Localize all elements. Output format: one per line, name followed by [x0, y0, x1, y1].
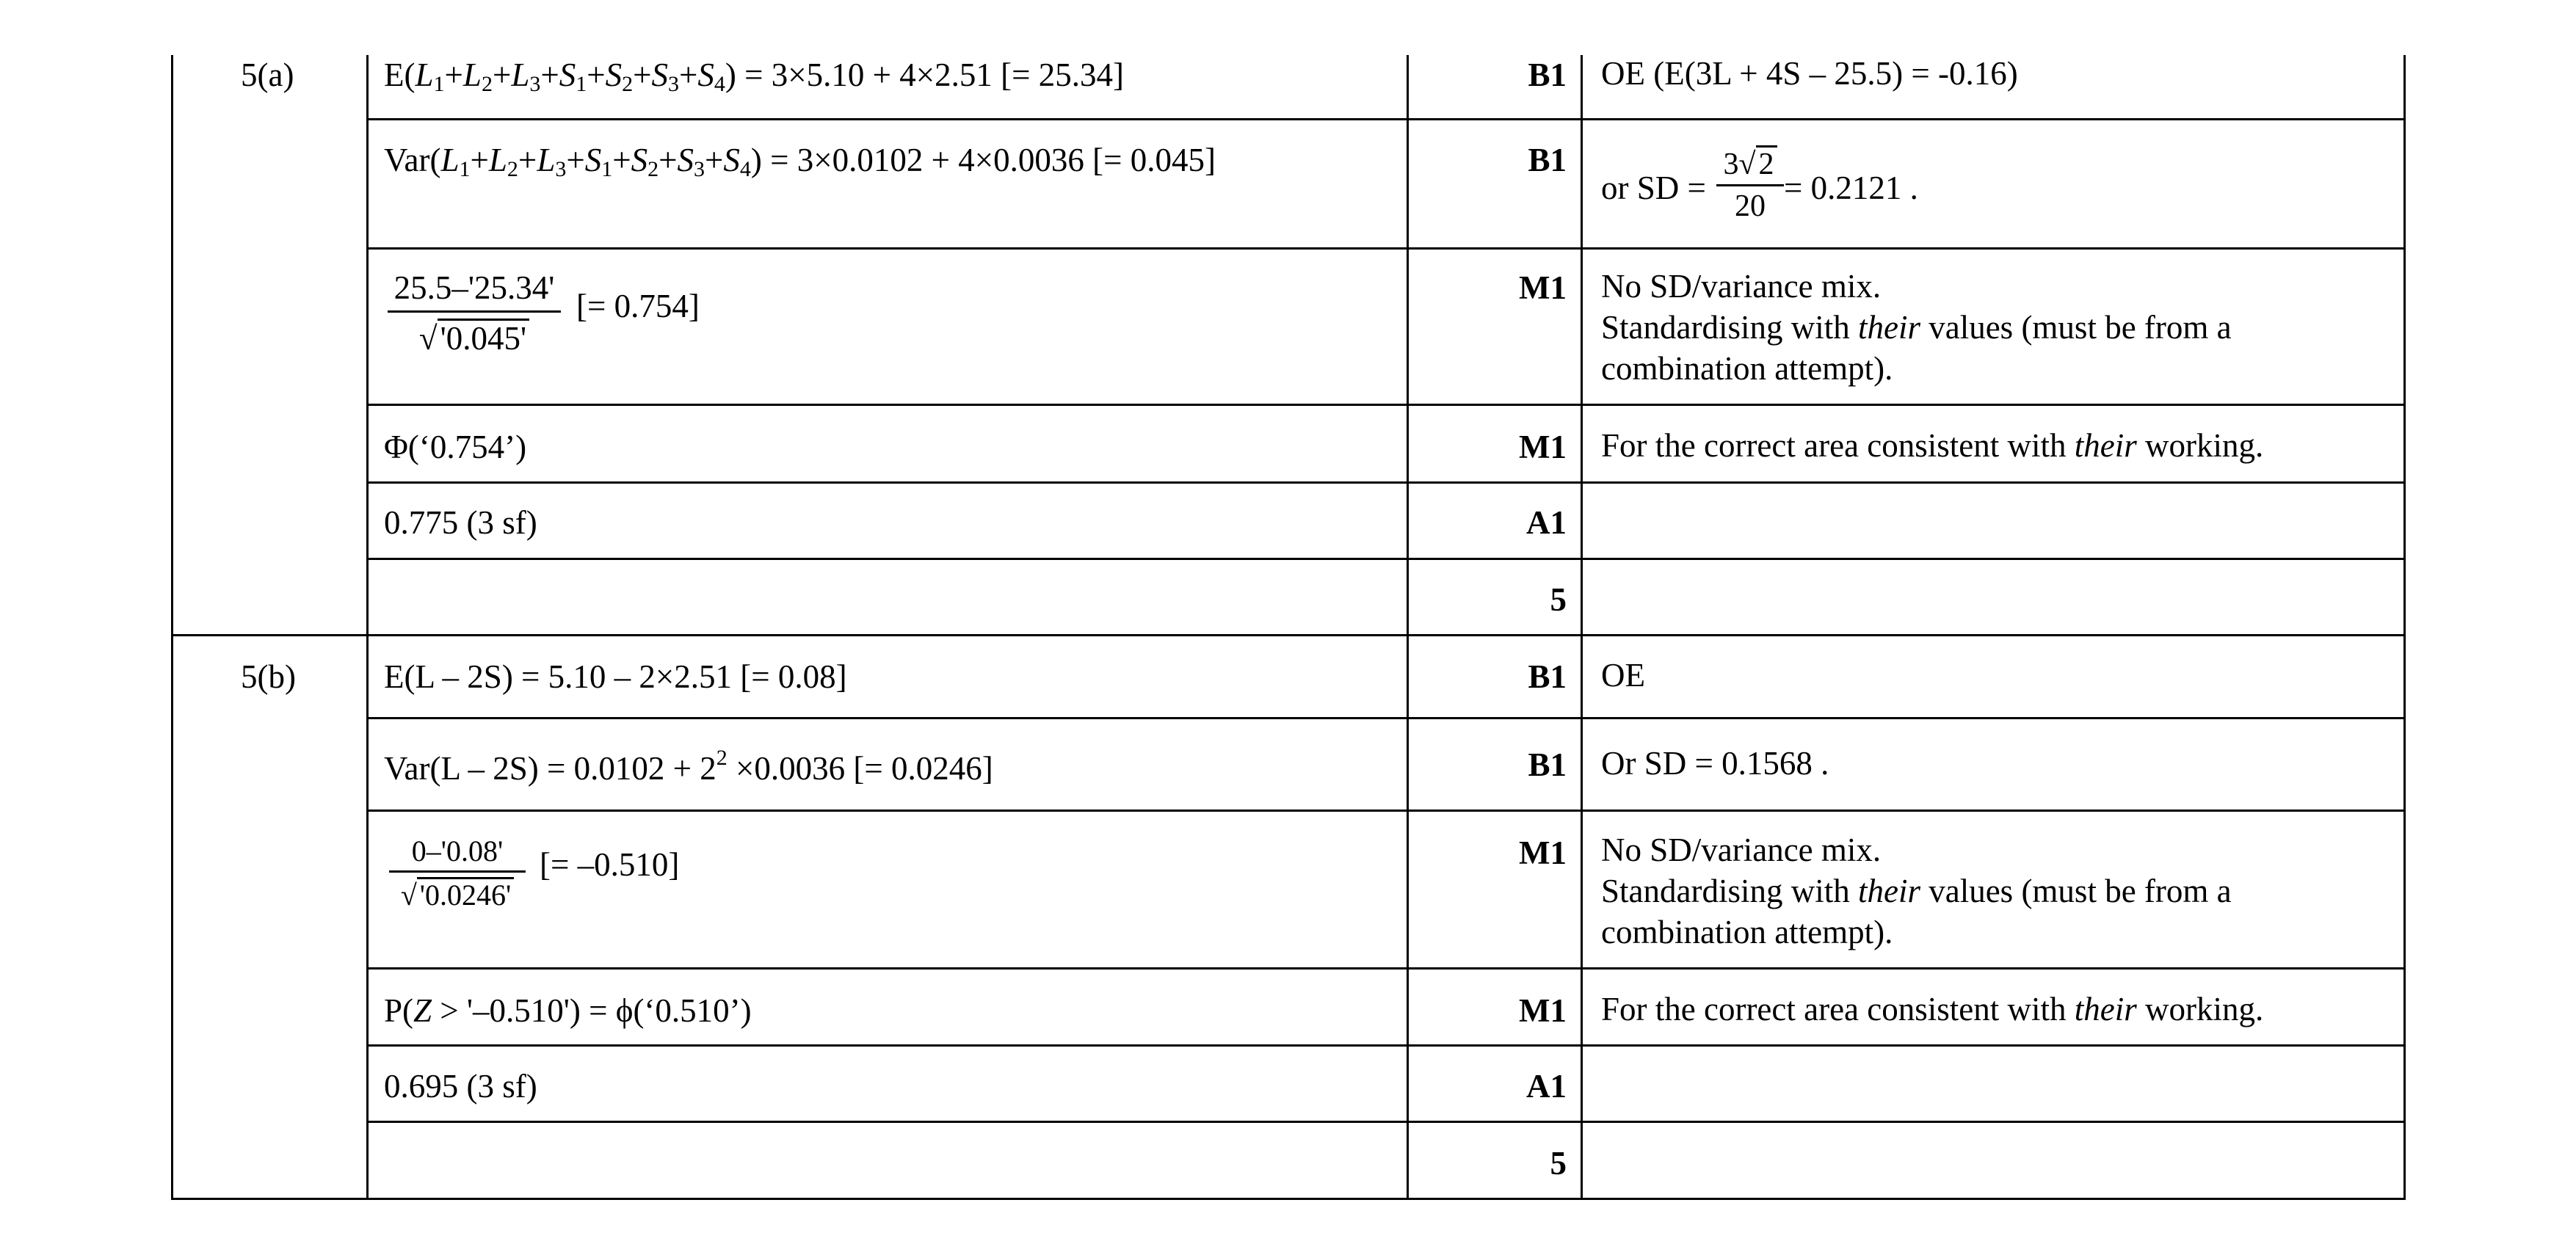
answer-text: Var(L – 2S) = 0.0102 + 2 [384, 750, 716, 787]
guidance-emphasis: their [1857, 309, 1920, 346]
mark: B1 [1528, 142, 1567, 178]
guidance-sd-value: = 0.2121 . [1784, 170, 1918, 206]
fraction-bar [389, 870, 526, 873]
term-s2-sub: 2 [647, 157, 659, 181]
guidance [1601, 829, 2232, 953]
answer-text: P( [384, 992, 414, 1029]
guidance-line: No SD/variance mix. [1601, 832, 1882, 868]
final-answer: 0.695 (3 sf) [384, 1068, 537, 1105]
fraction-denominator [388, 319, 561, 355]
guidance-text: For the correct area consistent with [1601, 427, 2075, 464]
fraction-denominator [389, 877, 526, 910]
term-s3: S [651, 57, 669, 93]
mark: A1 [1526, 1068, 1567, 1105]
answer-suffix: ) = 3×0.0102 + 4×0.0036 [= 0.045] [750, 142, 1216, 178]
row-divider [366, 481, 2406, 484]
question-number: 5(a) [241, 57, 294, 93]
fraction-bar [388, 310, 561, 313]
fraction-denominator: 20 [1735, 189, 1766, 223]
sqrt-symbol: √ [1738, 148, 1756, 181]
fraction-bar [1716, 184, 1784, 186]
term-s4: S [723, 142, 740, 178]
total-marks: 5 [1550, 1145, 1567, 1182]
guidance: Or SD = 0.1568 . [1601, 745, 1829, 782]
row-divider [366, 717, 2406, 719]
answer-exponent: 2 [716, 746, 728, 770]
fraction-numerator: 0–'0.08' [411, 834, 504, 867]
mark: M1 [1519, 269, 1567, 306]
column-divider-marks [1581, 55, 1583, 1200]
table-border-bottom [171, 1198, 2406, 1200]
table-border-left [171, 55, 173, 1200]
guidance-text: values (must be from a [1920, 873, 2232, 909]
guidance-emphasis: their [2074, 427, 2137, 464]
term-l2-sub: 2 [507, 157, 518, 181]
row-divider [366, 1121, 2406, 1123]
answer-probability [384, 994, 752, 1027]
denominator-radicand: '0.0246' [417, 877, 514, 910]
answer-text: > '–0.510') = ϕ(‘0.510’) [432, 992, 752, 1029]
term-l3: L [537, 142, 556, 178]
term-l2: L [488, 142, 507, 178]
final-answer: 0.775 (3 sf) [384, 504, 537, 541]
part-divider [171, 634, 2406, 636]
term-s4: S [697, 57, 714, 93]
standardising-fraction [388, 269, 561, 357]
term-l1: L [440, 142, 460, 178]
answer-expectation: E(L – 2S) = 5.10 – 2×2.51 [= 0.08] [384, 658, 847, 695]
guidance-text: working. [2136, 991, 2264, 1027]
term-l3-sub: 3 [555, 157, 567, 181]
answer-prefix: E( [384, 57, 416, 93]
sqrt-symbol: √ [418, 320, 438, 357]
row-divider [366, 967, 2406, 970]
mark: B1 [1528, 658, 1567, 695]
answer-variance-sum: $Var(L_1+L_2+L_3+S_1+S_2+S_3+S_4) = 3\times 0.0102 + 4\times 0.0036$ [= 0.045] [384, 142, 1216, 181]
term-s3: S [677, 142, 694, 178]
guidance [1601, 266, 2232, 389]
mark: M1 [1519, 992, 1567, 1029]
guidance-line [1601, 307, 2232, 348]
term-s1: S [584, 142, 602, 178]
guidance-line [1601, 870, 2232, 912]
guidance-text: Standardising with [1601, 309, 1858, 346]
answer-prefix: Var( [384, 142, 441, 178]
mark: B1 [1528, 746, 1567, 783]
term-l3: L [511, 57, 530, 93]
mark: A1 [1526, 504, 1567, 541]
term-l3-sub: 3 [529, 72, 541, 96]
numerator-coefficient: 3 [1723, 148, 1739, 181]
guidance-sd-fraction [1716, 145, 1784, 222]
term-l2: L [462, 57, 482, 93]
standardising-fraction [389, 834, 526, 912]
term-s2: S [605, 57, 623, 93]
row-divider [366, 1044, 2406, 1047]
term-s4-sub: 4 [714, 72, 725, 96]
term-s1-sub: 1 [576, 72, 587, 96]
answer-variance [384, 746, 993, 787]
fraction-numerator: 25.5–'25.34' [393, 269, 555, 306]
term-s3-sub: 3 [668, 72, 680, 96]
term-s1: S [559, 57, 576, 93]
term-s4-sub: 4 [739, 157, 751, 181]
guidance-emphasis: their [2074, 991, 2137, 1027]
guidance: OE [1601, 657, 1645, 694]
numerator-radicand: 2 [1756, 145, 1777, 180]
row-divider [366, 558, 2406, 560]
row-divider [366, 810, 2406, 812]
answer-text: ×0.0036 [= 0.0246] [727, 750, 993, 787]
guidance-line: combination attempt). [1601, 350, 1893, 387]
total-marks: 5 [1550, 581, 1567, 618]
fraction-numerator [1716, 145, 1784, 180]
term-s2-sub: 2 [622, 72, 634, 96]
row-divider [366, 404, 2406, 406]
guidance-line: combination attempt). [1601, 914, 1893, 950]
guidance [1601, 989, 2263, 1030]
term-l1-sub: 1 [459, 157, 471, 181]
guidance-sd-prefix: or SD = [1601, 170, 1706, 206]
sqrt-symbol: √ [400, 878, 417, 912]
denominator-radicand: '0.045' [438, 319, 529, 355]
term-l2-sub: 2 [481, 72, 493, 96]
term-s3-sub: 3 [694, 157, 705, 181]
answer-expectation-sum: $E(L_1+L_2+L_3+S_1+S_2+S_3+S_4) = 3\times 5.10 + 4\times 2.51$ [= 25.34] [384, 57, 1125, 96]
guidance: OE (E(3L + 4S – 25.5) = -0.16) [1601, 55, 2018, 92]
term-l1-sub: 1 [433, 72, 445, 96]
guidance-text: working. [2136, 427, 2264, 464]
column-divider-question [366, 55, 369, 1200]
row-divider [366, 247, 2406, 250]
answer-phi: Φ(‘0.754’) [384, 429, 527, 465]
question-number: 5(b) [241, 658, 296, 695]
mark: M1 [1519, 834, 1567, 871]
guidance-text: values (must be from a [1920, 309, 2232, 346]
term-l1: L [415, 57, 434, 93]
answer-z-value: [= 0.754] [576, 288, 700, 324]
guidance [1601, 425, 2263, 466]
row-divider [366, 118, 2406, 120]
guidance-emphasis: their [1857, 873, 1920, 909]
guidance-text: Standardising with [1601, 873, 1858, 909]
table-border-right [2403, 55, 2406, 1200]
mark: M1 [1519, 429, 1567, 465]
answer-suffix: ) = 3×5.10 + 4×2.51 [= 25.34] [725, 57, 1125, 93]
guidance-text: For the correct area consistent with [1601, 991, 2075, 1027]
term-s2: S [631, 142, 648, 178]
mark: B1 [1528, 57, 1567, 93]
column-divider-answer [1407, 55, 1409, 1200]
answer-variable: Z [413, 992, 432, 1029]
guidance-line: No SD/variance mix. [1601, 268, 1882, 305]
answer-z-value: [= –0.510] [540, 846, 680, 883]
term-s1-sub: 1 [601, 157, 613, 181]
